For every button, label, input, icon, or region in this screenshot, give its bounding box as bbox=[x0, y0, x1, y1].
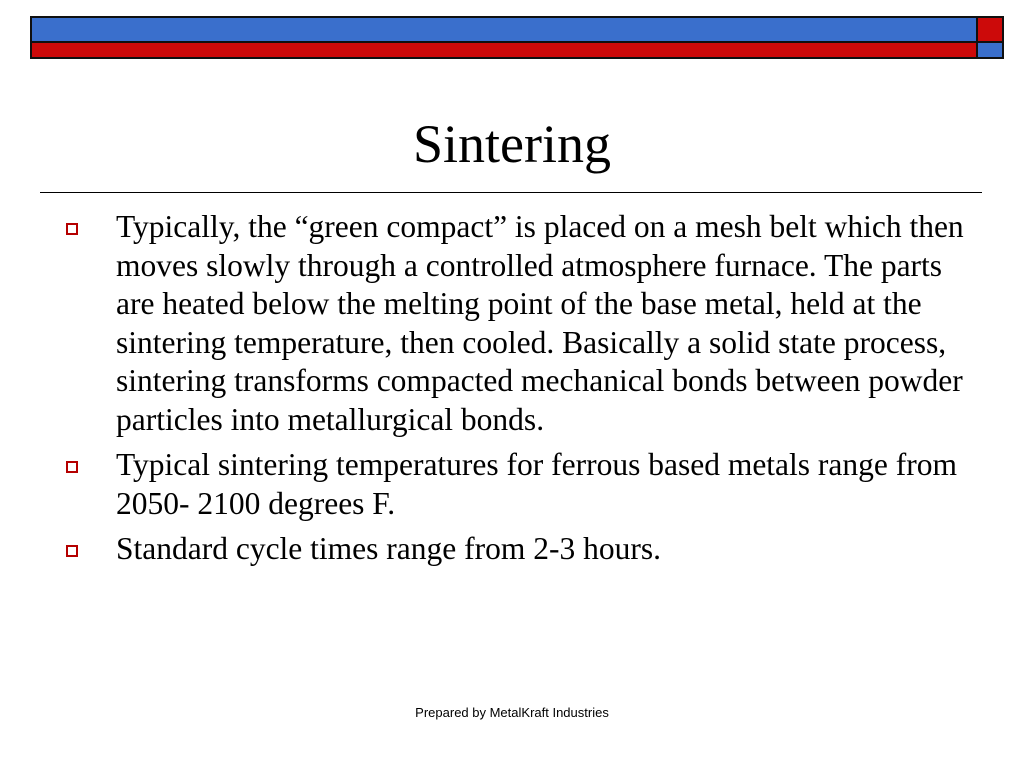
slide-footer: Prepared by MetalKraft Industries bbox=[415, 705, 609, 720]
slide-title: Sintering bbox=[413, 114, 611, 174]
header-band-blue bbox=[30, 16, 978, 43]
hollow-square-icon bbox=[66, 545, 78, 557]
bullet-text: Typically, the “green compact” is placed on a mesh belt which then moves slowly through a controlled atmosphere furnace. The parts are heated below the melting point of the base metal, held at the sintering temperature, then cooled. Basically a solid state process, sintering transforms compacted mechanical bonds between powder particles into metallurgical bonds. bbox=[116, 209, 964, 437]
bullet-item bbox=[66, 446, 966, 523]
header-corner-square-red bbox=[976, 16, 1004, 43]
header-band-red bbox=[30, 41, 978, 59]
title-divider bbox=[40, 192, 982, 193]
header-corner-square-blue bbox=[976, 41, 1004, 59]
bullet-text: Typical sintering temperatures for ferrous based metals range from 2050- 2100 degrees F. bbox=[116, 447, 957, 521]
bullet-list bbox=[66, 208, 966, 576]
bullet-item bbox=[66, 530, 966, 569]
hollow-square-icon bbox=[66, 461, 78, 473]
bullet-text: Standard cycle times range from 2-3 hours. bbox=[116, 531, 661, 566]
bullet-item bbox=[66, 208, 966, 439]
hollow-square-icon bbox=[66, 223, 78, 235]
